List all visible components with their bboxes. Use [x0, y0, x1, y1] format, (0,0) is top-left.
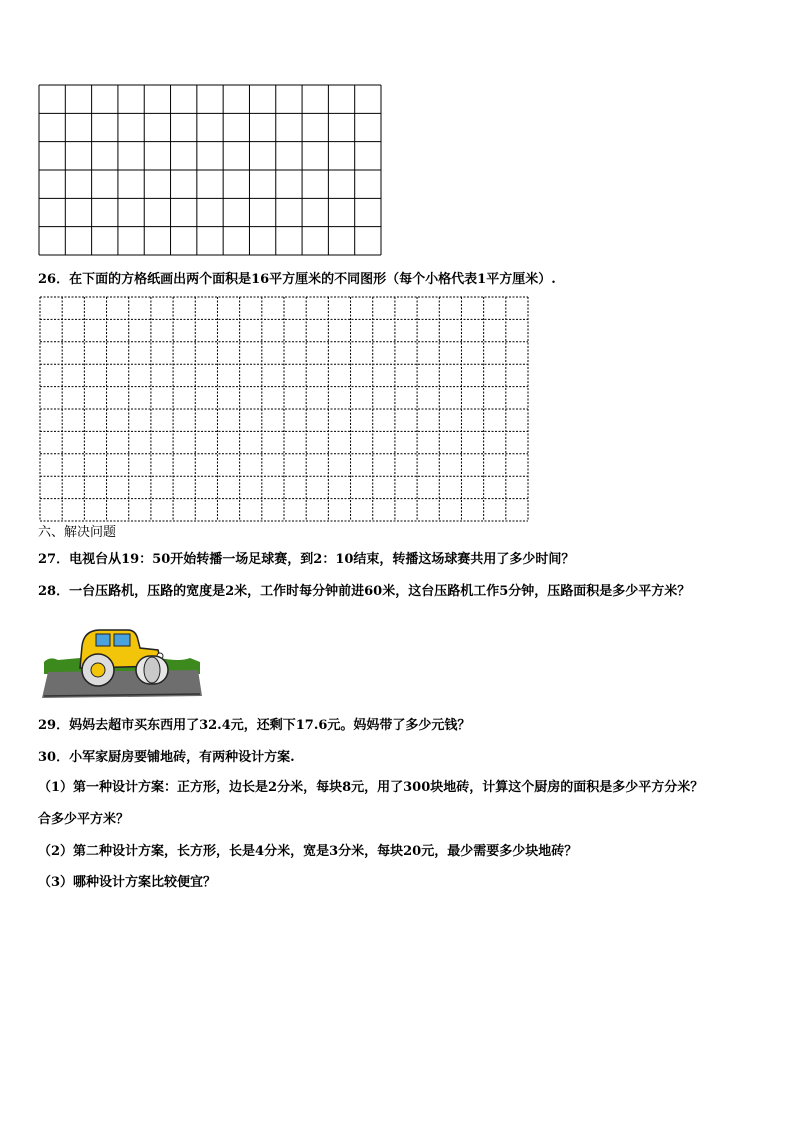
- section-heading: 六、解决问题: [38, 525, 117, 540]
- question-27: 27．电视台从19：50开始转播一场足球赛，到2：10结束，转播这场球赛共用了多少时间？: [38, 552, 575, 567]
- question-28: 28．一台压路机，压路的宽度是2米，工作时每分钟前进60米，这台压路机工作5分钟，压路面积是多少平方米？: [38, 584, 691, 599]
- question-30-part-1: （1）第一种设计方案：正方形，边长是2分米，每块8元，用了300块地砖，计算这个厨房的面积是多少平方分米？: [38, 780, 704, 795]
- question-26: 26．在下面的方格纸画出两个面积是16平方厘米的不同图形（每个小格代表1平方厘米）.: [38, 272, 556, 287]
- road-roller-illustration: [40, 622, 205, 702]
- question-30: 30．小军家厨房要铺地砖，有两种设计方案.: [38, 750, 295, 765]
- grid-solid: [38, 84, 382, 256]
- question-30-part-1-continued: 合多少平方米？: [38, 812, 130, 827]
- question-30-part-2: （2）第二种设计方案，长方形，长是4分米，宽是3分米，每块20元，最少需要多少块地砖？: [38, 844, 578, 859]
- question-29: 29．妈妈去超市买东西用了32.4元，还剩下17.6元。妈妈带了多少元钱？: [38, 718, 471, 733]
- grid-dashed: [39, 296, 529, 522]
- question-30-part-3: （3）哪种设计方案比较便宜？: [38, 875, 217, 890]
